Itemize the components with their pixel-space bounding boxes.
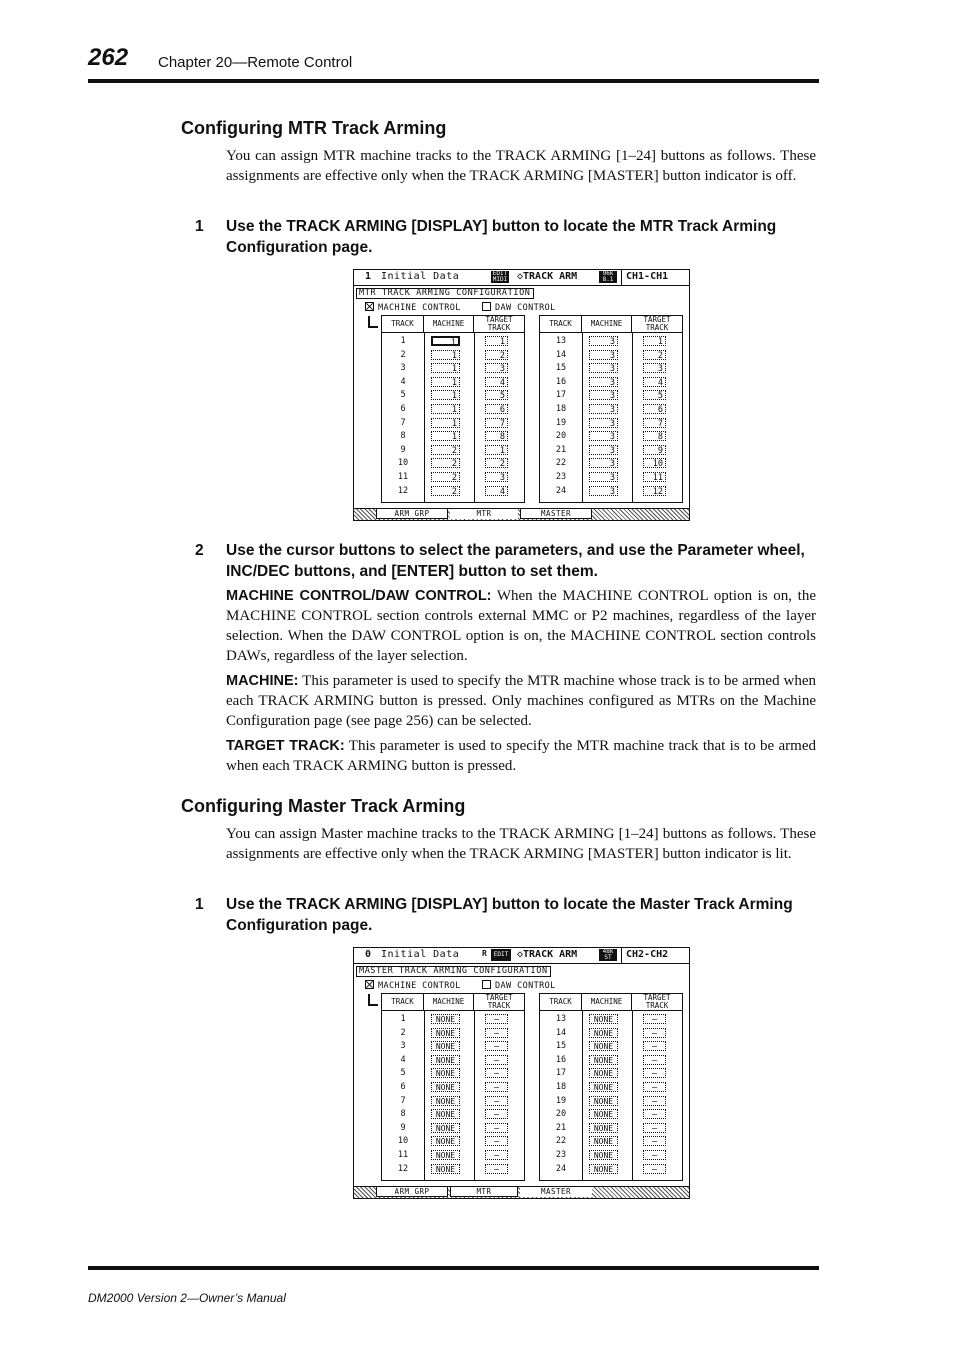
title-separator bbox=[621, 270, 622, 285]
table-row bbox=[540, 1040, 682, 1054]
track-number: 15 bbox=[555, 363, 567, 374]
track-number: 12 bbox=[397, 1163, 409, 1174]
tab-master[interactable]: MASTER bbox=[520, 509, 592, 519]
table-row bbox=[382, 1027, 524, 1041]
table-row bbox=[382, 335, 524, 349]
header-track: TRACK bbox=[382, 316, 424, 333]
target-track-field[interactable]: – bbox=[643, 1109, 666, 1119]
track-number: 21 bbox=[555, 1122, 567, 1133]
target-track-field[interactable]: – bbox=[643, 1164, 666, 1174]
track-number: 1 bbox=[400, 1014, 406, 1024]
step-text: Use the TRACK ARMING [DISPLAY] button to locate the MTR Track Arming Configuration page. bbox=[226, 218, 777, 256]
option-label: DAW CONTROL bbox=[495, 303, 556, 313]
table-row bbox=[540, 362, 682, 376]
title-separator bbox=[621, 948, 622, 963]
function-name: ◇TRACK ARM bbox=[517, 271, 578, 282]
table-row bbox=[382, 417, 524, 431]
track-number: 13 bbox=[555, 336, 567, 346]
table-row bbox=[382, 1122, 524, 1136]
track-number: 13 bbox=[555, 1014, 567, 1024]
machine-field[interactable]: 1 bbox=[431, 390, 460, 400]
table-row bbox=[382, 1067, 524, 1081]
machine-field[interactable]: NONE bbox=[589, 1136, 618, 1146]
target-track-field[interactable]: – bbox=[643, 1082, 666, 1092]
table-row bbox=[540, 485, 682, 499]
track-number: 17 bbox=[555, 390, 567, 401]
machine-field[interactable]: NONE bbox=[589, 1164, 618, 1174]
term-machine bbox=[226, 671, 816, 731]
scene-number: 1 bbox=[365, 271, 372, 282]
target-track-field[interactable]: 4 bbox=[485, 377, 508, 387]
machine-field[interactable]: 1 bbox=[431, 418, 460, 428]
target-track-field[interactable]: 6 bbox=[643, 404, 666, 414]
header-track: TRACK bbox=[540, 316, 582, 333]
track-number: 4 bbox=[400, 376, 406, 387]
target-track-field[interactable]: – bbox=[485, 1068, 508, 1078]
track-table-left bbox=[381, 993, 525, 1181]
master-track-arming-screen bbox=[353, 947, 690, 1199]
track-number: 8 bbox=[400, 1109, 406, 1120]
target-track-field[interactable]: – bbox=[643, 1068, 666, 1078]
footer-rule bbox=[88, 1266, 819, 1270]
daw-control-option[interactable] bbox=[482, 302, 556, 313]
machine-field[interactable]: 1 bbox=[431, 350, 460, 360]
track-number: 14 bbox=[555, 349, 567, 360]
term-label: MACHINE CONTROL/DAW CONTROL: bbox=[226, 588, 492, 604]
tab-arm-grp[interactable]: ARM GRP bbox=[376, 509, 448, 519]
header-machine: MACHINE bbox=[424, 994, 474, 1011]
machine-field[interactable]: 3 bbox=[589, 418, 618, 428]
machine-control-option[interactable] bbox=[365, 302, 461, 313]
target-track-field[interactable]: – bbox=[485, 1164, 508, 1174]
target-track-field[interactable]: – bbox=[485, 1096, 508, 1106]
track-number: 11 bbox=[397, 1150, 409, 1160]
table-row bbox=[382, 389, 524, 403]
table-row bbox=[382, 349, 524, 363]
step-text: Use the TRACK ARMING [DISPLAY] button to locate the Master Track Arming Configuration page. bbox=[226, 896, 793, 934]
machine-field[interactable]: NONE bbox=[589, 1096, 618, 1106]
step-number: 1 bbox=[195, 218, 204, 235]
header-target-track: TARGET TRACK bbox=[474, 994, 524, 1011]
machine-field[interactable]: 3 bbox=[589, 445, 618, 455]
tab-mtr[interactable]: MTR bbox=[450, 1187, 518, 1197]
header-track: TRACK bbox=[382, 994, 424, 1011]
track-number: 18 bbox=[555, 404, 567, 414]
machine-field[interactable]: NONE bbox=[431, 1136, 460, 1146]
scene-number: 0 bbox=[365, 949, 372, 960]
page-number: 262 bbox=[88, 44, 129, 71]
term-description: When the MACHINE CONTROL option is on, the MACHINE CONTROL section controls external MMC or P2 machines, regardless of the layer selection. When the DAW CONTROL option is on, the MACHINE CONTROL section controls DAWs, regardless of the layer selection. bbox=[226, 588, 816, 664]
machine-field[interactable]: 2 bbox=[431, 472, 460, 482]
table-row bbox=[540, 389, 682, 403]
track-number: 7 bbox=[400, 1095, 406, 1106]
checked-icon bbox=[365, 980, 374, 989]
table-row bbox=[540, 1054, 682, 1068]
target-track-field[interactable]: 7 bbox=[485, 418, 508, 428]
track-number: 20 bbox=[555, 1109, 567, 1120]
target-track-field[interactable]: 5 bbox=[485, 390, 508, 400]
header-machine: MACHINE bbox=[582, 316, 632, 333]
target-track-field[interactable]: 6 bbox=[485, 404, 508, 414]
machine-field[interactable]: NONE bbox=[431, 1041, 460, 1051]
target-track-field[interactable]: 12 bbox=[643, 486, 666, 496]
chapter-title: Chapter 20—Remote Control bbox=[158, 54, 353, 71]
track-table-left bbox=[381, 315, 525, 503]
track-number: 6 bbox=[400, 1082, 406, 1092]
table-row bbox=[382, 444, 524, 458]
target-track-field[interactable]: 11 bbox=[643, 472, 666, 482]
machine-field[interactable]: NONE bbox=[589, 1014, 618, 1024]
table-row bbox=[382, 485, 524, 499]
machine-field[interactable]: 1 bbox=[431, 431, 460, 441]
function-name: ◇TRACK ARM bbox=[517, 949, 578, 960]
track-number: 10 bbox=[397, 458, 409, 469]
term-machine-daw-control bbox=[226, 586, 816, 666]
tab-arm-grp[interactable]: ARM GRP bbox=[376, 1187, 448, 1197]
target-track-field[interactable]: – bbox=[643, 1055, 666, 1065]
machine-field[interactable]: NONE bbox=[431, 1164, 460, 1174]
target-track-field[interactable]: 2 bbox=[485, 458, 508, 468]
machine-field[interactable]: 3 bbox=[589, 486, 618, 496]
step-number: 2 bbox=[195, 542, 204, 559]
header-target-track: TARGET TRACK bbox=[632, 994, 682, 1011]
option-label: MACHINE CONTROL bbox=[378, 303, 461, 313]
config-title: MASTER TRACK ARMING CONFIGURATION bbox=[356, 966, 551, 977]
track-number: 16 bbox=[555, 376, 567, 387]
machine-field[interactable]: NONE bbox=[431, 1014, 460, 1024]
machine-field[interactable]: 1 bbox=[431, 363, 460, 373]
machine-field[interactable]: NONE bbox=[431, 1150, 460, 1160]
target-track-field[interactable]: 2 bbox=[485, 350, 508, 360]
machine-field[interactable]: 1 bbox=[431, 336, 460, 346]
table-row bbox=[540, 1122, 682, 1136]
target-track-field[interactable]: – bbox=[485, 1055, 508, 1065]
table-row bbox=[382, 457, 524, 471]
table-row bbox=[540, 471, 682, 485]
machine-field[interactable]: 1 bbox=[431, 377, 460, 387]
table-row bbox=[382, 1095, 524, 1109]
table-row bbox=[382, 1108, 524, 1122]
target-track-field[interactable]: – bbox=[643, 1041, 666, 1051]
target-track-field[interactable]: 7 bbox=[643, 418, 666, 428]
target-track-field[interactable]: 8 bbox=[485, 431, 508, 441]
scene-name: Initial Data bbox=[381, 949, 460, 960]
track-number: 22 bbox=[555, 458, 567, 469]
table-row bbox=[382, 471, 524, 485]
machine-field[interactable]: 3 bbox=[589, 363, 618, 373]
header-target-track: TARGET TRACK bbox=[474, 316, 524, 333]
target-track-field[interactable]: – bbox=[643, 1150, 666, 1160]
header-target-track: TARGET TRACK bbox=[632, 316, 682, 333]
machine-field[interactable]: 1 bbox=[431, 404, 460, 414]
machine-field[interactable]: 3 bbox=[589, 458, 618, 468]
track-number: 7 bbox=[400, 417, 406, 428]
track-number: 19 bbox=[555, 1095, 567, 1106]
machine-field[interactable]: 3 bbox=[589, 350, 618, 360]
machine-field[interactable]: NONE bbox=[589, 1028, 618, 1038]
machine-field[interactable]: NONE bbox=[589, 1082, 618, 1092]
track-number: 10 bbox=[397, 1136, 409, 1147]
tab-master[interactable]: MASTER bbox=[520, 1187, 592, 1197]
edit-midi-badge: EDIT MIDI bbox=[492, 270, 508, 283]
table-row bbox=[382, 1135, 524, 1149]
machine-field[interactable]: NONE bbox=[431, 1096, 460, 1106]
checked-icon bbox=[365, 302, 374, 311]
table-row bbox=[382, 403, 524, 417]
lcd-title-bar bbox=[354, 948, 689, 964]
sample-rate-badge: 96k 8.1 bbox=[599, 271, 617, 283]
machine-field[interactable]: NONE bbox=[589, 1068, 618, 1078]
table-row bbox=[382, 1163, 524, 1177]
daw-control-option[interactable] bbox=[482, 980, 556, 991]
track-number: 12 bbox=[397, 485, 409, 496]
lcd-title-bar bbox=[354, 270, 689, 286]
target-track-field[interactable]: – bbox=[485, 1041, 508, 1051]
channel-indicator: CH1-CH1 bbox=[626, 271, 669, 282]
table-row bbox=[540, 417, 682, 431]
intro-master: You can assign Master machine tracks to the TRACK ARMING [1–24] buttons as follows. These assignments are effective only when the TRACK ARMING [MASTER] button indicator is lit. bbox=[226, 826, 816, 862]
target-track-field[interactable]: 10 bbox=[643, 458, 666, 468]
table-row bbox=[540, 349, 682, 363]
table-row bbox=[382, 362, 524, 376]
header-rule bbox=[88, 79, 819, 83]
track-number: 9 bbox=[400, 1122, 406, 1133]
track-number: 9 bbox=[400, 444, 406, 455]
machine-field[interactable]: 3 bbox=[589, 377, 618, 387]
target-track-field[interactable]: – bbox=[485, 1082, 508, 1092]
target-track-field[interactable]: – bbox=[485, 1109, 508, 1119]
machine-field[interactable]: 2 bbox=[431, 486, 460, 496]
track-number: 19 bbox=[555, 417, 567, 428]
target-track-field[interactable]: – bbox=[485, 1014, 508, 1024]
table-row bbox=[382, 1149, 524, 1163]
header-machine: MACHINE bbox=[424, 316, 474, 333]
machine-field[interactable]: NONE bbox=[589, 1055, 618, 1065]
machine-field[interactable]: NONE bbox=[589, 1123, 618, 1133]
table-row bbox=[540, 1013, 682, 1027]
track-number: 2 bbox=[400, 1027, 406, 1038]
machine-field[interactable]: 3 bbox=[589, 336, 618, 346]
track-number: 3 bbox=[400, 1041, 406, 1052]
option-label: DAW CONTROL bbox=[495, 981, 556, 991]
intro-mtr: You can assign MTR machine tracks to the TRACK ARMING [1–24] buttons as follows. These assignments are effective only when the TRACK ARMING [MASTER] button indicator is off. bbox=[226, 148, 816, 184]
machine-field[interactable]: NONE bbox=[589, 1041, 618, 1051]
bracket-icon bbox=[368, 994, 378, 1006]
table-row bbox=[382, 1081, 524, 1095]
term-label: TARGET TRACK: bbox=[226, 738, 345, 754]
target-track-field[interactable]: – bbox=[643, 1096, 666, 1106]
table-row bbox=[540, 1027, 682, 1041]
track-number: 2 bbox=[400, 349, 406, 360]
sample-rate-badge: 48k ST bbox=[599, 949, 617, 961]
step-number: 1 bbox=[195, 896, 204, 913]
track-number: 24 bbox=[555, 485, 567, 496]
option-label: MACHINE CONTROL bbox=[378, 981, 461, 991]
table-row bbox=[540, 1081, 682, 1095]
target-track-field[interactable]: – bbox=[485, 1123, 508, 1133]
machine-field[interactable]: NONE bbox=[431, 1068, 460, 1078]
table-row bbox=[540, 1067, 682, 1081]
table-row bbox=[540, 457, 682, 471]
footer-text: DM2000 Version 2—Owner’s Manual bbox=[88, 1291, 286, 1305]
target-track-field[interactable]: – bbox=[485, 1028, 508, 1038]
target-track-field[interactable]: 1 bbox=[643, 336, 666, 346]
step-text: Use the cursor buttons to select the parameters, and use the Parameter wheel, INC/DEC buttons, and [ENTER] button to set them. bbox=[226, 542, 805, 580]
track-number: 24 bbox=[555, 1163, 567, 1174]
scene-name: Initial Data bbox=[381, 271, 460, 282]
track-number: 20 bbox=[555, 431, 567, 442]
target-track-field[interactable]: 4 bbox=[485, 486, 508, 496]
track-number: 15 bbox=[555, 1041, 567, 1052]
track-number: 18 bbox=[555, 1082, 567, 1092]
table-row bbox=[382, 376, 524, 390]
table-row bbox=[540, 403, 682, 417]
target-track-field[interactable]: 8 bbox=[643, 431, 666, 441]
machine-control-option[interactable] bbox=[365, 980, 461, 991]
target-track-field[interactable]: – bbox=[643, 1123, 666, 1133]
page-tabs bbox=[354, 1186, 689, 1198]
machine-field[interactable]: 3 bbox=[589, 404, 618, 414]
section-title-master: Configuring Master Track Arming bbox=[181, 796, 466, 816]
track-number: 4 bbox=[400, 1054, 406, 1065]
track-number: 23 bbox=[555, 472, 567, 482]
track-number: 3 bbox=[400, 363, 406, 374]
table-row bbox=[540, 1149, 682, 1163]
page-tabs bbox=[354, 508, 689, 520]
table-row bbox=[382, 1054, 524, 1068]
target-track-field[interactable]: – bbox=[485, 1150, 508, 1160]
table-row bbox=[382, 430, 524, 444]
target-track-field[interactable]: – bbox=[643, 1028, 666, 1038]
target-track-field[interactable]: 3 bbox=[485, 363, 508, 373]
table-row bbox=[540, 1095, 682, 1109]
machine-field[interactable]: NONE bbox=[431, 1109, 460, 1119]
target-track-field[interactable]: 9 bbox=[643, 445, 666, 455]
tab-mtr[interactable]: MTR bbox=[450, 509, 518, 519]
edit-badge: EDIT bbox=[491, 949, 511, 961]
machine-field[interactable]: 3 bbox=[589, 431, 618, 441]
track-number: 5 bbox=[400, 390, 406, 401]
target-track-field[interactable]: 1 bbox=[485, 336, 508, 346]
track-table-right bbox=[539, 315, 683, 503]
unchecked-icon bbox=[482, 980, 491, 989]
r-badge: R bbox=[482, 949, 487, 958]
table-row bbox=[382, 1013, 524, 1027]
section-title-mtr: Configuring MTR Track Arming bbox=[181, 118, 447, 138]
term-label: MACHINE: bbox=[226, 673, 299, 689]
machine-field[interactable]: NONE bbox=[431, 1123, 460, 1133]
track-number: 8 bbox=[400, 431, 406, 442]
target-track-field[interactable]: 5 bbox=[643, 390, 666, 400]
target-track-field[interactable]: – bbox=[485, 1136, 508, 1146]
target-track-field[interactable]: 4 bbox=[643, 377, 666, 387]
machine-field[interactable]: NONE bbox=[431, 1082, 460, 1092]
header-machine: MACHINE bbox=[582, 994, 632, 1011]
table-row bbox=[540, 376, 682, 390]
bracket-icon bbox=[368, 316, 378, 328]
table-row bbox=[540, 430, 682, 444]
term-target-track bbox=[226, 736, 816, 776]
track-number: 1 bbox=[400, 336, 406, 346]
machine-field[interactable]: NONE bbox=[431, 1028, 460, 1038]
track-number: 23 bbox=[555, 1150, 567, 1160]
target-track-field[interactable]: 3 bbox=[485, 472, 508, 482]
track-number: 17 bbox=[555, 1068, 567, 1079]
machine-field[interactable]: NONE bbox=[589, 1150, 618, 1160]
config-title: MTR TRACK ARMING CONFIGURATION bbox=[356, 288, 534, 299]
machine-field[interactable]: 2 bbox=[431, 458, 460, 468]
target-track-field[interactable]: – bbox=[643, 1014, 666, 1024]
machine-field[interactable]: NONE bbox=[589, 1109, 618, 1119]
table-row bbox=[540, 1108, 682, 1122]
track-number: 11 bbox=[397, 472, 409, 482]
channel-indicator: CH2-CH2 bbox=[626, 949, 669, 960]
machine-field[interactable]: 3 bbox=[589, 472, 618, 482]
machine-field[interactable]: 3 bbox=[589, 390, 618, 400]
target-track-field[interactable]: 1 bbox=[485, 445, 508, 455]
machine-field[interactable]: 2 bbox=[431, 445, 460, 455]
term-description: This parameter is used to specify the MTR machine track that is to be armed when each TRACK ARMING button is pressed. bbox=[226, 738, 816, 774]
target-track-field[interactable]: – bbox=[643, 1136, 666, 1146]
track-number: 5 bbox=[400, 1068, 406, 1079]
target-track-field[interactable]: 2 bbox=[643, 350, 666, 360]
track-number: 22 bbox=[555, 1136, 567, 1147]
target-track-field[interactable]: 3 bbox=[643, 363, 666, 373]
table-row bbox=[540, 335, 682, 349]
track-table-right bbox=[539, 993, 683, 1181]
unchecked-icon bbox=[482, 302, 491, 311]
track-number: 16 bbox=[555, 1054, 567, 1065]
track-number: 6 bbox=[400, 404, 406, 414]
header-track: TRACK bbox=[540, 994, 582, 1011]
mtr-track-arming-screen bbox=[353, 269, 690, 521]
machine-field[interactable]: NONE bbox=[431, 1055, 460, 1065]
track-number: 21 bbox=[555, 444, 567, 455]
track-number: 14 bbox=[555, 1027, 567, 1038]
table-row bbox=[540, 444, 682, 458]
table-row bbox=[382, 1040, 524, 1054]
term-description: This parameter is used to specify the MTR machine whose track is to be armed when each TRACK ARMING button is pressed. Only machines configured as MTRs on the Machine Configuration page (see page 256) can be selected. bbox=[226, 673, 816, 729]
table-row bbox=[540, 1163, 682, 1177]
table-row bbox=[540, 1135, 682, 1149]
